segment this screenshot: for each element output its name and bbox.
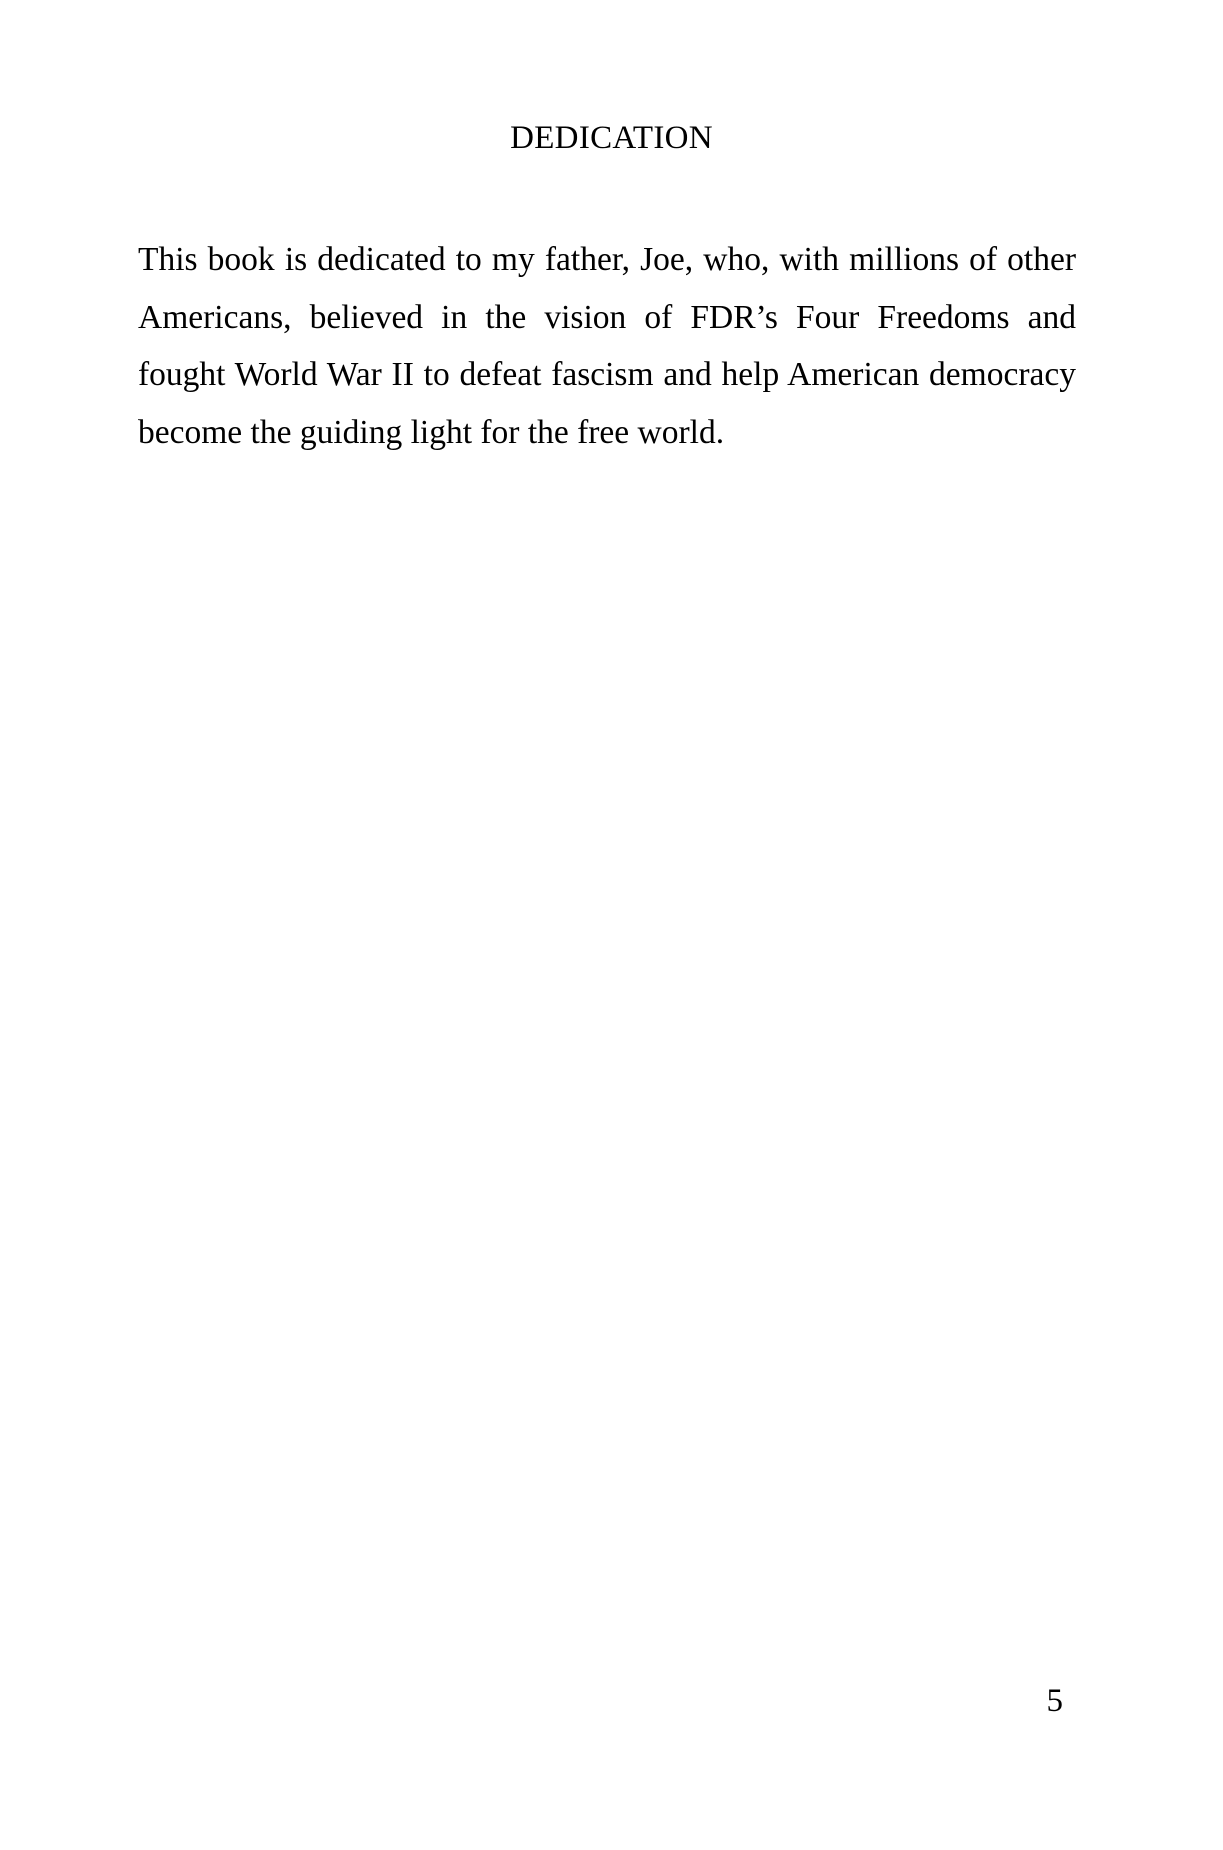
dedication-paragraph: This book is dedicated to my father, Joe, who, with millions of other Americans, believed in the vision of FDR’s Four Freedoms and fought World War II to defeat fascism and help American democracy become the guiding light for the free world. [138,241,1076,451]
page-number: 5 [1046,1683,1063,1719]
dedication-heading: DEDICATION [510,120,713,156]
